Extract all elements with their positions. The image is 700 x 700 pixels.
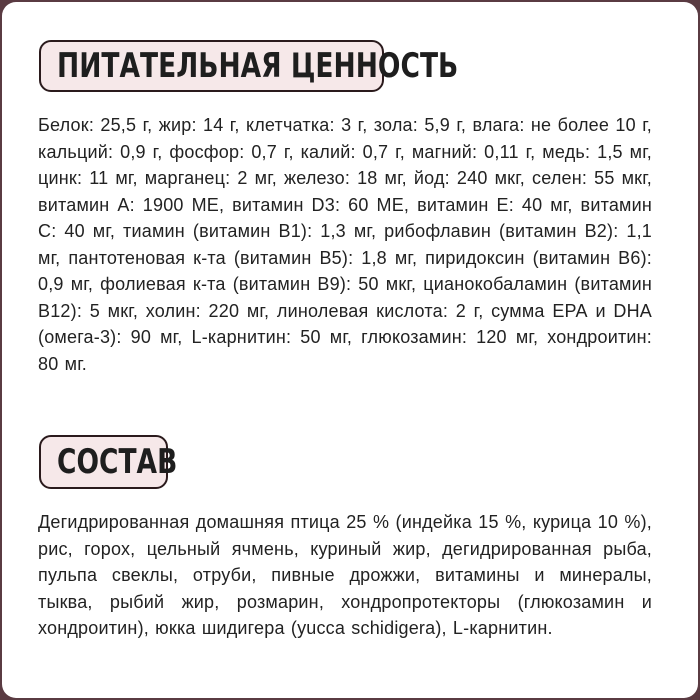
nutrition-heading-tag [39, 40, 459, 92]
composition-heading-tag [39, 435, 178, 489]
composition-heading: СОСТАВ [57, 442, 178, 482]
composition-text: Дегидрированная домашняя птица 25 % (индейка 15 %, курица 10 %), рис, горох, цельный ячмень, куриный жир, дегидрированная рыба, пульпа свеклы, отруби, пивные дрожжи, витамины и минералы, тыква, рыбий жир, розмарин, хондропротекторы (глюкозамин и хондроитин), юкка шидигера (yucca schidigera), L-карнитин. [38, 512, 652, 638]
nutrition-text: Белок: 25,5 г, жир: 14 г, клетчатка: 3 г, зола: 5,9 г, влага: не более 10 г, кальций: 0,9 г, фосфор: 0,7 г, калий: 0,7 г, магний: 0,11 г, медь: 1,5 мг, цинк: 11 мг, марганец: 2 мг, железо: 18 мг, йод: 240 мкг, селен: 55 мкг, витамин А: 1900 МЕ, витамин D3: 60 МЕ, витамин Е: 40 мг, витамин С: 40 мг, тиамин (витамин В1): 1,3 мг, рибофлавин (витамин В2): 1,1 мг, пантотеновая к-та (витамин В5): 1,8 мг, пиридоксин (витамин В6): 0,9 мг, фолиевая к-та (витамин В9): 50 мкг, цианокобаламин (витамин В12): 5 мкг, холин: 220 мг, линолевая кислота: 2 г, сумма ЕРА и DHA (омега-3): 90 мг, L-карнитин: 50 мг, глюкозамин: 120 мг, хондроитин: 80 мг. [38, 115, 652, 374]
info-card [2, 2, 698, 698]
nutrition-heading: ПИТАТЕЛЬНАЯ ЦЕННОСТЬ [57, 46, 459, 86]
